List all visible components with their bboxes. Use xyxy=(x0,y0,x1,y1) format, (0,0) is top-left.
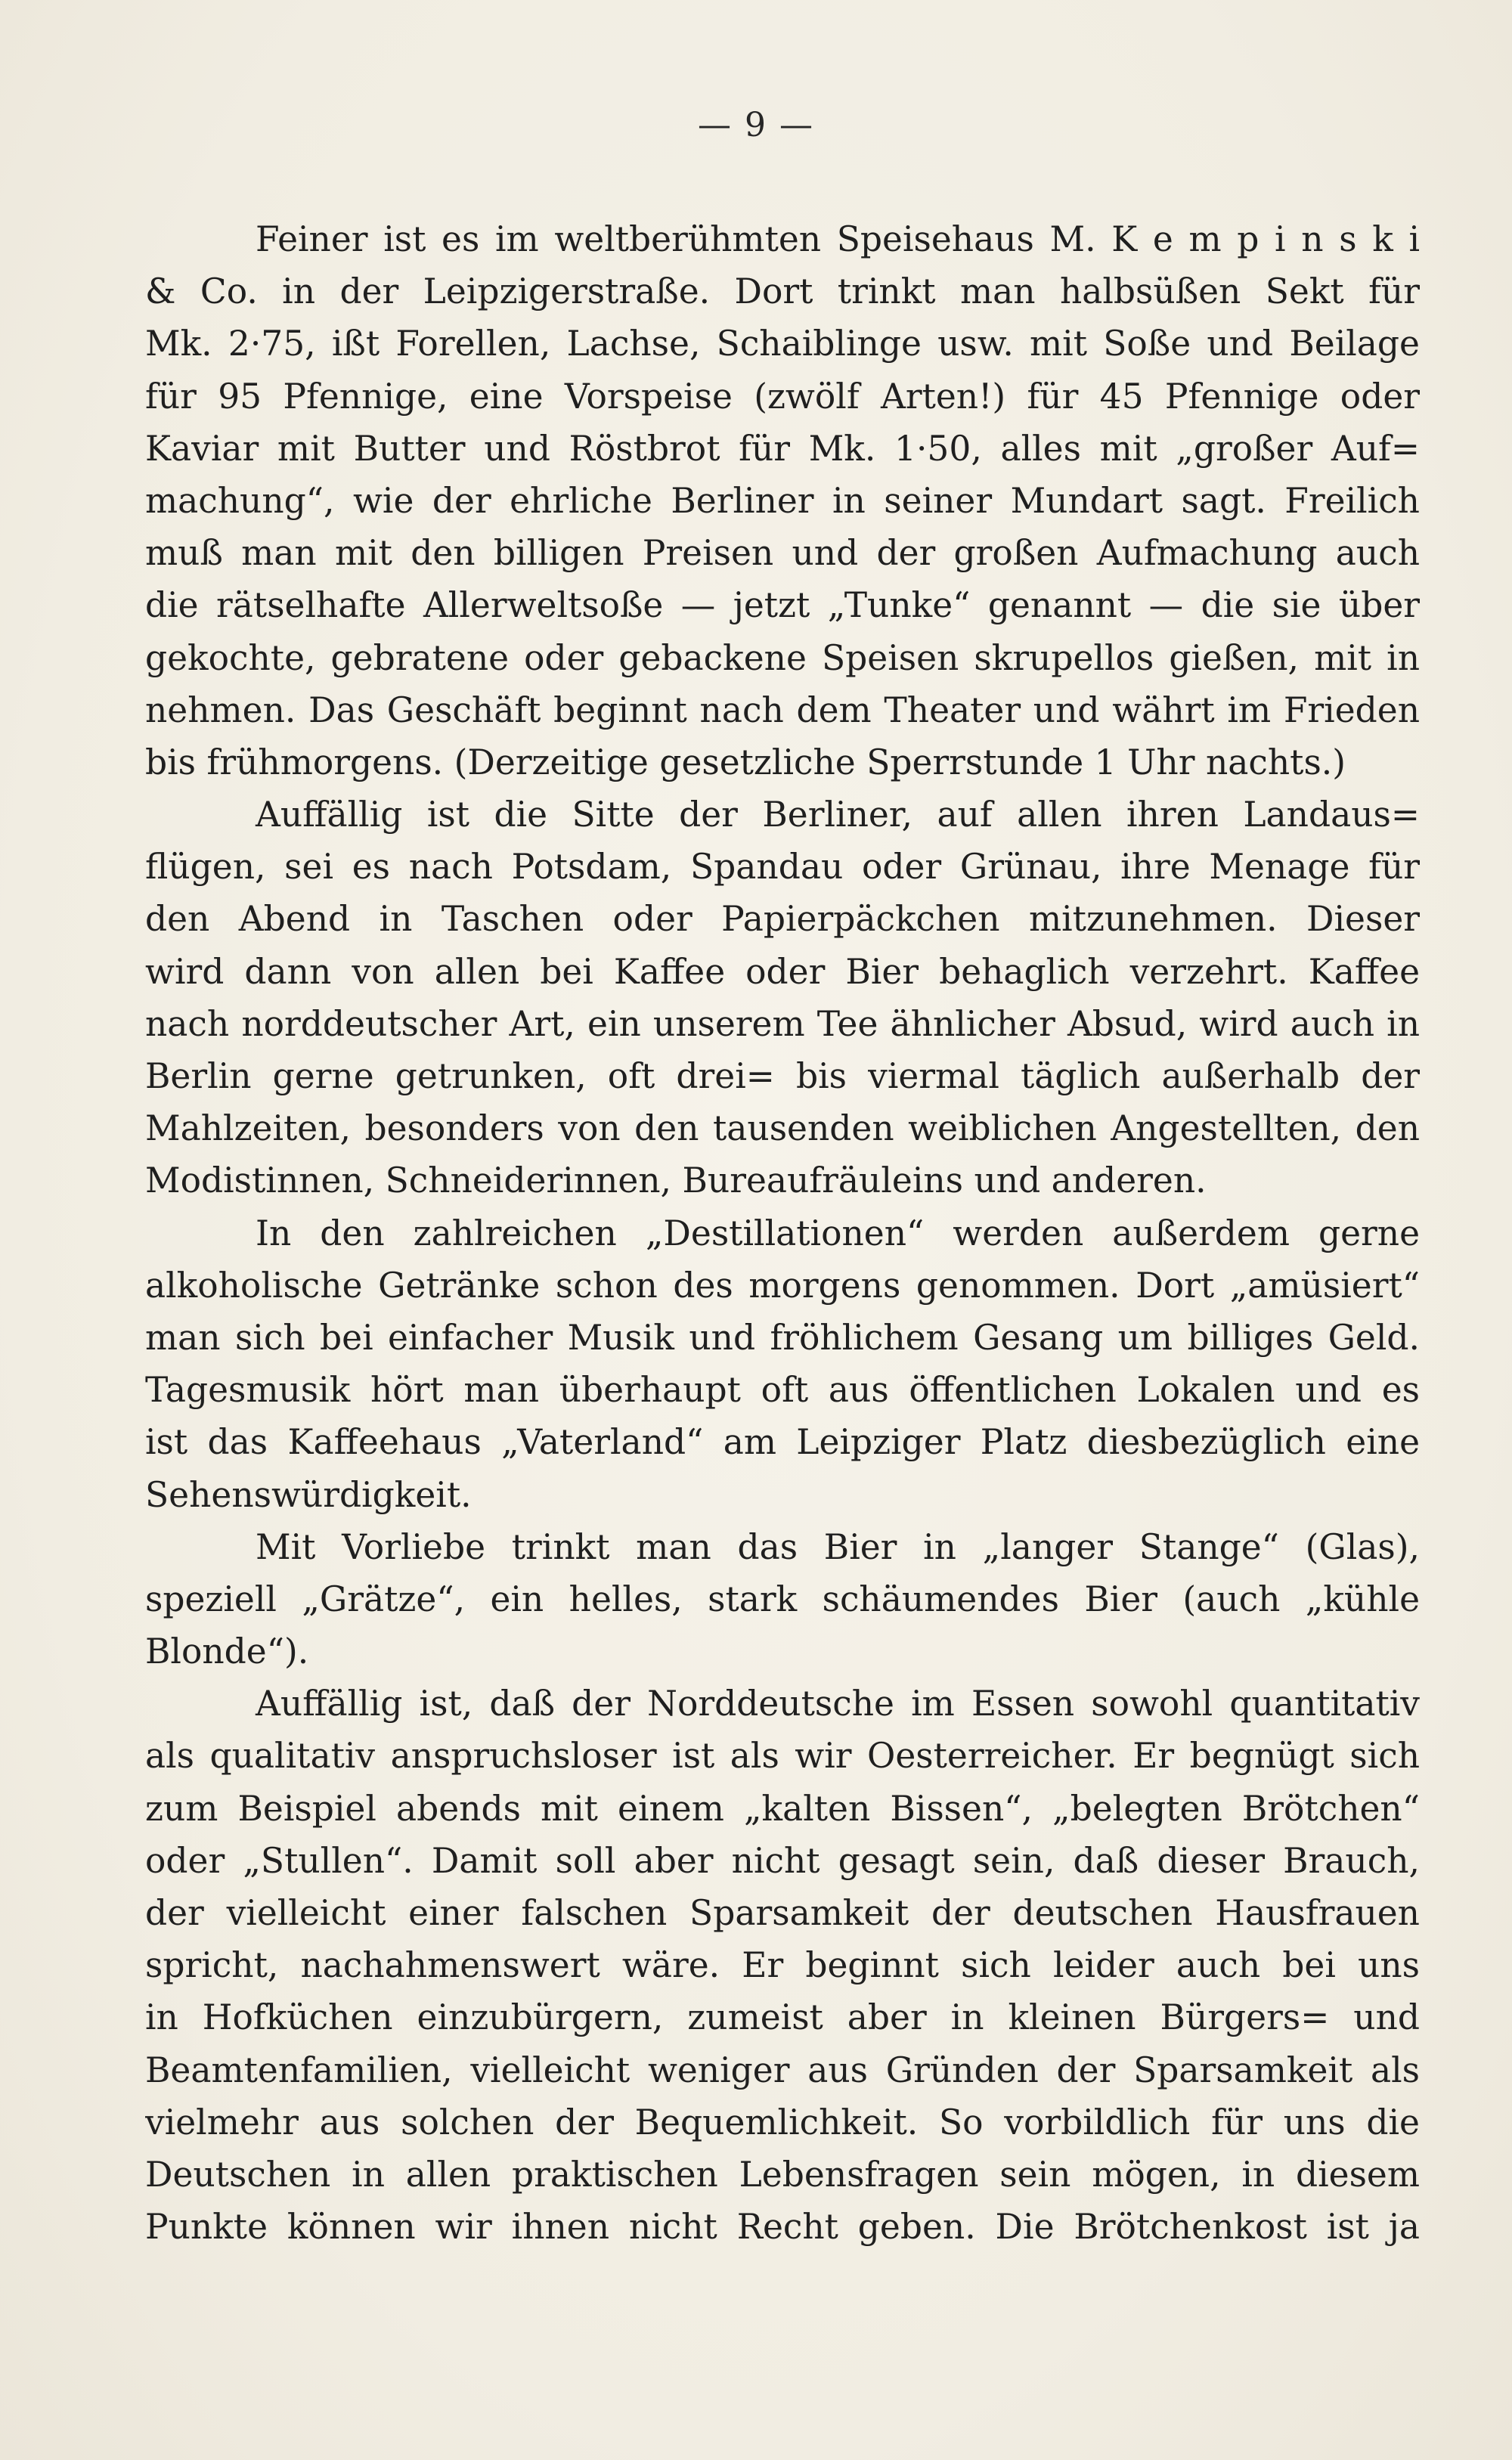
text-line: bis frühmorgens. (Derzeitige gesetzliche Sperrstunde 1 Uhr nachts.) xyxy=(145,742,1346,782)
text-line: den Abend in Taschen oder Papierpäckchen mitzunehmen. Dieser xyxy=(145,899,1420,940)
text-line: Deutschen in allen praktischen Lebensfragen sein mögen, in diesem xyxy=(145,2154,1420,2195)
text-line: flügen, sei es nach Potsdam, Spandau oder Grünau, ihre Menage für xyxy=(145,847,1420,888)
text-line: zum Beispiel abends mit einem „kalten Bissen“, „belegten Brötchen“ xyxy=(145,1788,1420,1829)
text-line: Punkte können wir ihnen nicht Recht geben. Die Brötchenkost ist ja xyxy=(145,2207,1420,2248)
text-line: gekochte, gebratene oder gebackene Speisen skrupellos gießen, mit in xyxy=(145,637,1420,678)
text-line: Blonde“). xyxy=(145,1631,309,1672)
text-line: Mit Vorliebe trinkt man das Bier in „langer Stange“ (Glas), xyxy=(256,1526,1420,1567)
text-line: Tagesmusik hört man überhaupt oft aus öffentlichen Lokalen und es xyxy=(145,1370,1420,1411)
text-line: In den zahlreichen „Destillationen“ werden außerdem gerne xyxy=(256,1213,1420,1253)
text-line: Berlin gerne getrunken, oft drei= bis viermal täglich außerhalb der xyxy=(145,1056,1420,1096)
text-line: der vielleicht einer falschen Sparsamkeit der deutschen Hausfrauen xyxy=(145,1893,1420,1933)
text-line: Mk. 2·75, ißt Forellen, Lachse, Schaiblinge usw. mit Soße und Beilage xyxy=(145,324,1420,364)
text-line: machung“, wie der ehrliche Berliner in seiner Mundart sagt. Freilich xyxy=(145,480,1420,521)
text-line: nehmen. Das Geschäft beginnt nach dem Theater und währt im Frieden xyxy=(145,689,1420,730)
text-line: Auffällig ist, daß der Norddeutsche im Essen sowohl quantitativ xyxy=(256,1684,1420,1724)
text-line: Mahlzeiten, besonders von den tausenden weiblichen Angestellten, den xyxy=(145,1108,1420,1149)
text-line: für 95 Pfennige, eine Vorspeise (zwölf Arten!) für 45 Pfennige oder xyxy=(145,376,1420,417)
text-line: als qualitativ anspruchsloser ist als wir Oesterreicher. Er begnügt sich xyxy=(145,1736,1420,1777)
text-line: die rätselhafte Allerweltsoße — jetzt „Tunke“ genannt — die sie über xyxy=(145,585,1420,626)
body-text xyxy=(145,213,1420,2253)
text-line: Kaviar mit Butter und Röstbrot für Mk. 1·50, alles mit „großer Auf= xyxy=(145,428,1420,469)
text-line: Modistinnen, Schneiderinnen, Bureaufräuleins und anderen. xyxy=(145,1160,1207,1201)
paragraph xyxy=(145,789,1420,1207)
text-line: Beamtenfamilien, vielleicht weniger aus Gründen der Sparsamkeit als xyxy=(145,2049,1420,2090)
text-line: nach norddeutscher Art, ein unserem Tee ähnlicher Absud, wird auch in xyxy=(145,1003,1420,1044)
text-line: oder „Stullen“. Damit soll aber nicht gesagt sein, daß dieser Brauch, xyxy=(145,1840,1420,1881)
text-line: Feiner ist es im weltberühmten Speisehaus M. K e m p i n s k i xyxy=(256,219,1420,259)
text-line: alkoholische Getränke schon des morgens genommen. Dort „amüsiert“ xyxy=(145,1265,1420,1306)
text-line: Sehenswürdigkeit. xyxy=(145,1474,472,1515)
text-line: speziell „Grätze“, ein helles, stark schäumendes Bier (auch „kühle xyxy=(145,1579,1420,1619)
paragraph xyxy=(145,213,1420,789)
text-line: wird dann von allen bei Kaffee oder Bier behaglich verzehrt. Kaffee xyxy=(145,951,1420,992)
text-line: spricht, nachahmenswert wäre. Er beginnt sich leider auch bei uns xyxy=(145,1945,1420,1986)
text-line: man sich bei einfacher Musik und fröhlichem Gesang um billiges Geld. xyxy=(145,1317,1420,1358)
text-line: Auffällig ist die Sitte der Berliner, auf allen ihren Landaus= xyxy=(256,795,1420,835)
page-number: — 9 — xyxy=(698,106,814,144)
paragraph xyxy=(145,1207,1420,1521)
text-line: muß man mit den billigen Preisen und der großen Aufmachung auch xyxy=(145,533,1420,574)
text-line: & Co. in der Leipzigerstraße. Dort trinkt man halbsüßen Sekt für xyxy=(145,271,1420,312)
text-line: in Hofküchen einzubürgern, zumeist aber in kleinen Bürgers= und xyxy=(145,1997,1420,2038)
paragraph xyxy=(145,1678,1420,2253)
text-line: ist das Kaffeehaus „Vaterland“ am Leipziger Platz diesbezüglich eine xyxy=(145,1422,1420,1463)
paragraph xyxy=(145,1521,1420,1678)
text-line: vielmehr aus solchen der Bequemlichkeit. So vorbildlich für uns die xyxy=(145,2102,1420,2142)
